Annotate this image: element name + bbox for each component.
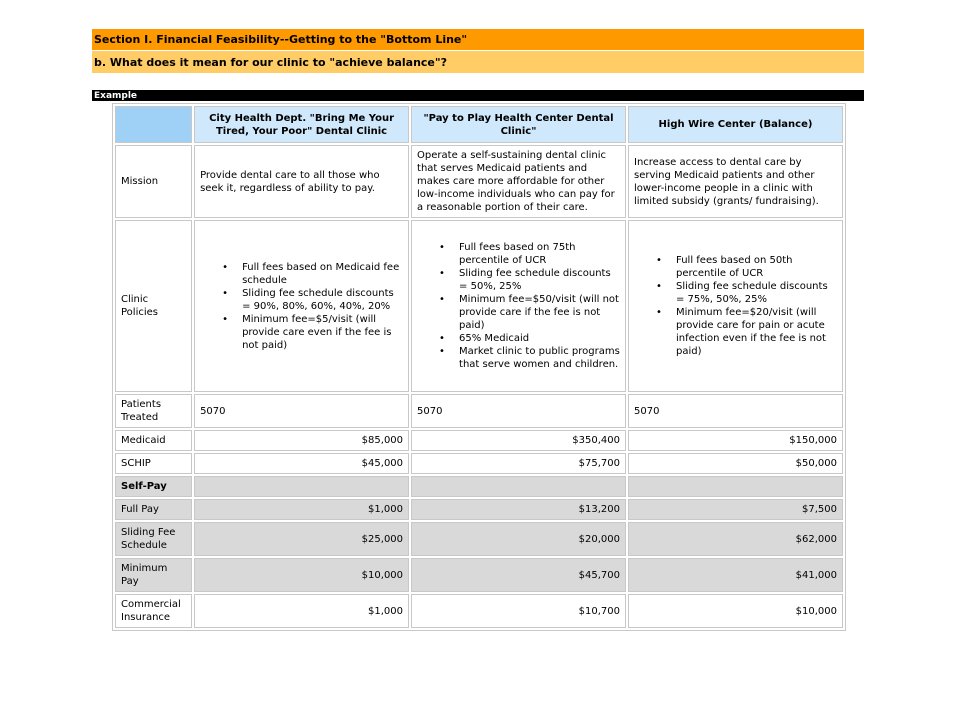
column-header-pay-to-play: "Pay to Play Health Center Dental Clinic" xyxy=(411,106,626,143)
empty-cell xyxy=(628,476,843,497)
policies-city-health xyxy=(194,220,409,392)
patients-row xyxy=(115,394,843,428)
table-row xyxy=(115,558,843,592)
empty-cell xyxy=(194,476,409,497)
value-cell: $75,700 xyxy=(411,453,626,474)
value-cell: $1,000 xyxy=(194,499,409,520)
mission-high-wire: Increase access to dental care by serving Medicaid patients and other lower-income people in a clinic with limited subsidy (grants/ fundraising). xyxy=(628,145,843,218)
value-cell: $10,000 xyxy=(628,594,843,628)
row-label-sliding-fee: Sliding Fee Schedule xyxy=(115,522,192,556)
row-label-schip: SCHIP xyxy=(115,453,192,474)
header-row xyxy=(115,106,843,143)
row-label-mission: Mission xyxy=(115,145,192,218)
list-item: • Market clinic to public programs that serve women and children. xyxy=(459,345,620,371)
example-label: Example xyxy=(92,90,864,101)
mission-row xyxy=(115,145,843,218)
value-cell: $25,000 xyxy=(194,522,409,556)
list-item: • Sliding fee schedule discounts = 75%, 50%, 25% xyxy=(676,280,837,306)
list-item: • Minimum fee=$5/visit (will provide care even if the fee is not paid) xyxy=(242,313,403,352)
value-cell: $41,000 xyxy=(628,558,843,592)
comparison-table xyxy=(112,103,846,631)
value-cell: $20,000 xyxy=(411,522,626,556)
policies-pay-to-play xyxy=(411,220,626,392)
value-cell: $13,200 xyxy=(411,499,626,520)
row-label-patients: Patients Treated xyxy=(115,394,192,428)
value-cell: $85,000 xyxy=(194,430,409,451)
row-label-policies: Clinic Policies xyxy=(115,220,192,392)
patients-high-wire: 5070 xyxy=(628,394,843,428)
value-cell: $45,000 xyxy=(194,453,409,474)
row-label-medicaid: Medicaid xyxy=(115,430,192,451)
self-pay-row xyxy=(115,476,843,497)
list-item: • Minimum fee=$50/visit (will not provide care if the fee is not paid) xyxy=(459,293,620,332)
value-cell: $50,000 xyxy=(628,453,843,474)
mission-city-health: Provide dental care to all those who seek it, regardless of ability to pay. xyxy=(194,145,409,218)
column-header-high-wire: High Wire Center (Balance) xyxy=(628,106,843,143)
value-cell: $10,700 xyxy=(411,594,626,628)
row-label-minimum-pay: Minimum Pay xyxy=(115,558,192,592)
table-row xyxy=(115,499,843,520)
empty-cell xyxy=(411,476,626,497)
table-row xyxy=(115,430,843,451)
policies-high-wire xyxy=(628,220,843,392)
list-item: • Minimum fee=$20/visit (will provide care for pain or acute infection even if the fee is not paid) xyxy=(676,306,837,358)
list-item: • 65% Medicaid xyxy=(459,332,620,345)
value-cell: $62,000 xyxy=(628,522,843,556)
row-label-full-pay: Full Pay xyxy=(115,499,192,520)
subsection-title: b. What does it mean for our clinic to "achieve balance"? xyxy=(92,51,864,73)
table-row xyxy=(115,594,843,628)
list-item: • Full fees based on 50th percentile of UCR xyxy=(676,254,837,280)
list-item: • Sliding fee schedule discounts = 50%, 25% xyxy=(459,267,620,293)
patients-pay-to-play: 5070 xyxy=(411,394,626,428)
value-cell: $7,500 xyxy=(628,499,843,520)
mission-pay-to-play: Operate a self-sustaining dental clinic that serves Medicaid patients and makes care more affordable for other low-income individuals who can pay for a reasonable portion of their care. xyxy=(411,145,626,218)
row-label-self-pay: Self-Pay xyxy=(115,476,192,497)
value-cell: $10,000 xyxy=(194,558,409,592)
table-row xyxy=(115,453,843,474)
list-item: • Full fees based on 75th percentile of UCR xyxy=(459,241,620,267)
patients-city-health: 5070 xyxy=(194,394,409,428)
value-cell: $350,400 xyxy=(411,430,626,451)
column-header-city-health: City Health Dept. "Bring Me Your Tired, Your Poor" Dental Clinic xyxy=(194,106,409,143)
value-cell: $45,700 xyxy=(411,558,626,592)
policies-row xyxy=(115,220,843,392)
policies-list-city-health xyxy=(200,261,403,352)
policies-list-high-wire xyxy=(634,254,837,358)
row-label-commercial: Commercial Insurance xyxy=(115,594,192,628)
header-corner-cell xyxy=(115,106,192,143)
value-cell: $150,000 xyxy=(628,430,843,451)
value-cell: $1,000 xyxy=(194,594,409,628)
list-item: • Sliding fee schedule discounts = 90%, 80%, 60%, 40%, 20% xyxy=(242,287,403,313)
list-item: • Full fees based on Medicaid fee schedule xyxy=(242,261,403,287)
policies-list-pay-to-play xyxy=(417,241,620,371)
table-row xyxy=(115,522,843,556)
section-title: Section I. Financial Feasibility--Getting to the "Bottom Line" xyxy=(92,29,864,50)
